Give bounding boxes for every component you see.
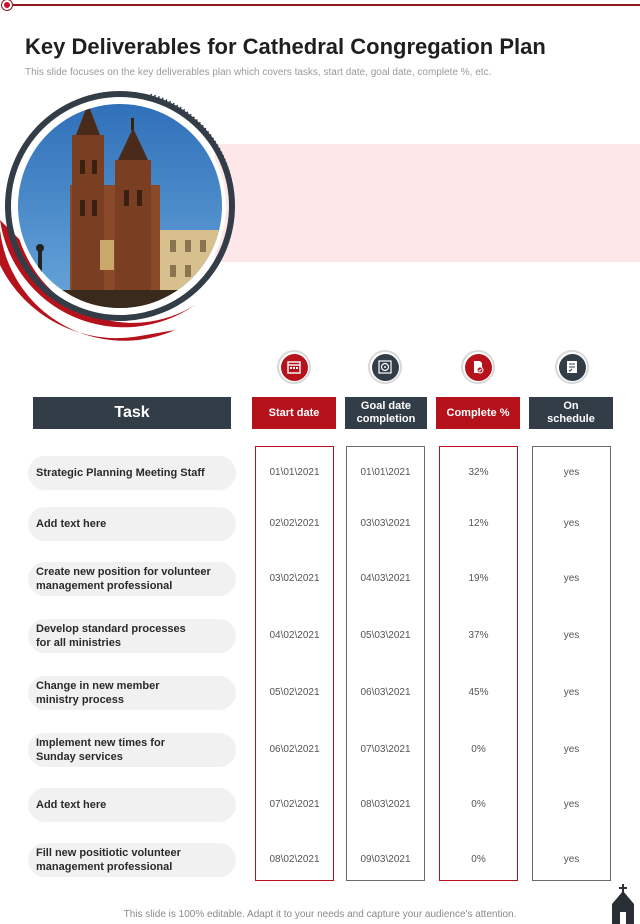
- goal-date-cell: 04\03\2021: [360, 573, 411, 584]
- task-label-line2: for all ministries: [36, 637, 121, 649]
- on-schedule-cell: yes: [563, 630, 580, 641]
- complete-cell: 0%: [471, 799, 486, 810]
- task-label: Add text here: [36, 518, 107, 530]
- complete-cell: 32%: [468, 467, 489, 478]
- goal-date-cell: 09\03\2021: [360, 854, 411, 865]
- cathedral-photo: [0, 90, 245, 350]
- goal-date-cell: 05\03\2021: [360, 630, 411, 641]
- goal-date-cell: 03\03\2021: [360, 518, 411, 529]
- on-schedule-cell: yes: [563, 518, 580, 529]
- document-check-icon: [461, 350, 495, 384]
- task-label-line2: management professional: [36, 861, 173, 873]
- goal-date-cell: 07\03\2021: [360, 744, 411, 755]
- task-label: Create new position for volunteer: [36, 566, 211, 578]
- task-label-line2: ministry process: [36, 694, 125, 706]
- goal-date-column: [346, 446, 425, 881]
- task-label: Fill new positiotic volunteer: [36, 847, 181, 859]
- complete-cell: 12%: [468, 518, 489, 529]
- footer-note: This slide is 100% editable. Adapt it to your needs and capture your audience's attention.: [123, 909, 517, 920]
- start-date-cell: 05\02\2021: [269, 687, 320, 698]
- complete-cell: 37%: [468, 630, 489, 641]
- top-rule: [8, 4, 640, 6]
- start-date-column: [255, 446, 334, 881]
- goal-date-cell: 08\03\2021: [360, 799, 411, 810]
- task-label: Change in new member: [36, 680, 160, 692]
- task-row: [28, 843, 236, 877]
- task-row: [28, 733, 236, 767]
- complete-cell: 45%: [468, 687, 489, 698]
- on-schedule-cell: yes: [563, 799, 580, 810]
- checklist-icon: [555, 350, 589, 384]
- goal-date-cell: 06\03\2021: [360, 687, 411, 698]
- start-date-cell: 08\02\2021: [269, 854, 320, 865]
- start-date-cell: 01\01\2021: [269, 467, 320, 478]
- page-title: Key Deliverables for Cathedral Congregation Plan: [25, 34, 546, 59]
- on-schedule-header-line2: schedule: [547, 413, 595, 425]
- on-schedule-cell: yes: [563, 687, 580, 698]
- start-date-cell: 02\02\2021: [269, 518, 320, 529]
- on-schedule-cell: yes: [563, 744, 580, 755]
- start-date-header: [252, 397, 336, 429]
- task-row: [28, 788, 236, 822]
- task-row: [28, 507, 236, 541]
- task-label: Implement new times for: [36, 737, 165, 749]
- task-label: Develop standard processes: [36, 623, 186, 635]
- start-date-cell: 07\02\2021: [269, 799, 320, 810]
- goal-date-header-line1: Goal date: [360, 400, 412, 412]
- pink-banner: [215, 144, 640, 262]
- on-schedule-cell: yes: [563, 854, 580, 865]
- on-schedule-column: [532, 446, 611, 881]
- goal-date-header-line2: completion: [356, 413, 416, 425]
- goal-date-header: [345, 397, 427, 429]
- task-label: Add text here: [36, 799, 107, 811]
- task-row: [28, 676, 236, 710]
- on-schedule-cell: yes: [563, 467, 580, 478]
- start-date-header-label: Start date: [268, 406, 320, 419]
- on-schedule-cell: yes: [563, 573, 580, 584]
- page-subtitle: This slide focuses on the key deliverables plan which covers tasks, start date, goal date, complete %, etc.: [25, 67, 492, 78]
- start-date-cell: 04\02\2021: [269, 630, 320, 641]
- top-dot: [2, 0, 12, 10]
- complete-header: [436, 397, 520, 429]
- complete-cell: 0%: [471, 744, 486, 755]
- target-icon: [368, 350, 402, 384]
- complete-cell: 19%: [468, 573, 489, 584]
- task-row: [28, 456, 236, 490]
- task-row: [28, 619, 236, 653]
- complete-header-label: Complete %: [446, 406, 510, 419]
- task-label: Strategic Planning Meeting Staff: [36, 467, 205, 479]
- on-schedule-header-line1: On: [563, 400, 579, 412]
- task-label-line2: Sunday services: [36, 751, 123, 763]
- task-label-line2: management professional: [36, 580, 173, 592]
- start-date-cell: 06\02\2021: [269, 744, 320, 755]
- start-date-cell: 03\02\2021: [269, 573, 320, 584]
- complete-cell: 0%: [471, 854, 486, 865]
- task-row: [28, 562, 236, 596]
- on-schedule-header: [529, 397, 613, 429]
- goal-date-cell: 01\01\2021: [360, 467, 411, 478]
- task-column-header: Task: [33, 397, 231, 429]
- calendar-icon: [277, 350, 311, 384]
- church-icon: [608, 884, 638, 924]
- complete-column: [439, 446, 518, 881]
